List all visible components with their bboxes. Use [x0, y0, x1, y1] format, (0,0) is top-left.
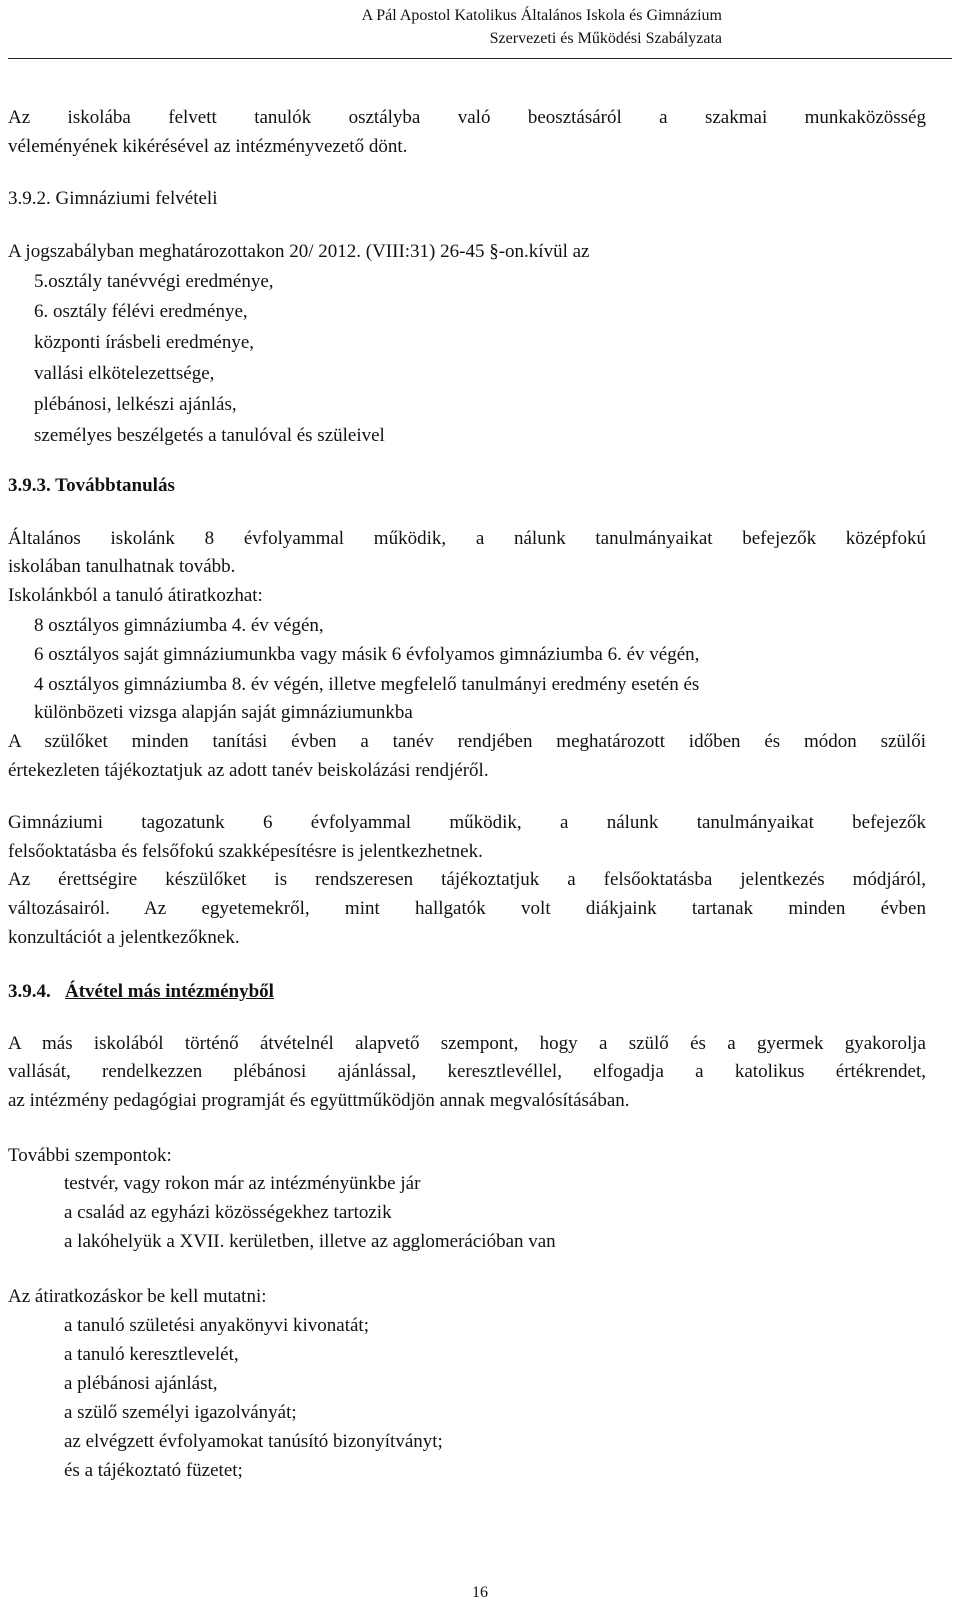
list-item: központi írásbeli eredménye,: [34, 332, 255, 353]
page-number: 16: [472, 1584, 488, 1601]
list-item: plébánosi, lelkészi ajánlás,: [34, 394, 237, 415]
list-item: a lakóhelyük a XVII. kerületben, illetve az agglomerációban van: [64, 1231, 556, 1252]
section-heading-392: 3.9.2. Gimnáziumi felvételi: [8, 188, 218, 209]
paragraph-line: értekezleten tájékoztatjuk az adott tanév beiskolázási rendjéről.: [8, 760, 489, 781]
paragraph-line: az intézmény pedagógiai programját és együttműködjön annak megvalósításában.: [8, 1090, 630, 1111]
section-heading-393: 3.9.3. Továbbtanulás: [8, 475, 175, 496]
paragraph-line: A más iskolából történő átvételnél alapvető szempont, hogy a szülő és a gyermek gyakorolja: [8, 1033, 926, 1054]
list-item: a tanuló születési anyakönyvi kivonatát;: [64, 1315, 369, 1336]
paragraph-line: A szülőket minden tanítási évben a tanév rendjében meghatározott időben és módon szülői: [8, 731, 926, 752]
header-document-title: Szervezeti és Működési Szabályzata: [489, 30, 722, 47]
list-item: vallási elkötelezettsége,: [34, 363, 215, 384]
list-item: az elvégzett évfolyamokat tanúsító bizonyítványt;: [64, 1431, 443, 1452]
paragraph-line: Az érettségire készülőket is rendszeresen tájékoztatjuk a felsőoktatásba jelentkezés módjáról,: [8, 869, 926, 890]
list-item: és a tájékoztató füzetet;: [64, 1460, 243, 1481]
paragraph-line: Gimnáziumi tagozatunk 6 évfolyammal működik, a nálunk tanulmányaikat befejezők: [8, 812, 926, 833]
list-item: a szülő személyi igazolványát;: [64, 1402, 297, 1423]
list-item: 8 osztályos gimnáziumba 4. év végén,: [34, 615, 324, 636]
paragraph-line: Iskolánkból a tanuló átiratkozhat:: [8, 585, 263, 606]
intro-line: véleményének kikérésével az intézményvezető dönt.: [8, 136, 408, 157]
list-item: a tanuló keresztlevelét,: [64, 1344, 239, 1365]
list-item: 4 osztályos gimnáziumba 8. év végén, illetve megfelelő tanulmányi eredmény esetén és: [34, 674, 700, 695]
paragraph-line: Általános iskolánk 8 évfolyammal működik, a nálunk tanulmányaikat befejezők középfokú: [8, 528, 926, 549]
transfer-documents-label: Az átiratkozáskor be kell mutatni:: [8, 1286, 267, 1307]
section-title: Átvétel más intézményből: [65, 981, 274, 1002]
paragraph-line: változásairól. Az egyetemekről, mint hallgatók volt diákjaink tartanak minden évben: [8, 898, 926, 919]
paragraph-line: felsőoktatásba és felsőfokú szakképesítésre is jelentkezhetnek.: [8, 841, 483, 862]
paragraph-line: vallását, rendelkezzen plébánosi ajánlással, keresztlevéllel, elfogadja a katolikus értékrendet,: [8, 1061, 926, 1082]
list-item: 5.osztály tanévvégi eredménye,: [34, 271, 274, 292]
further-criteria-label: További szempontok:: [8, 1145, 172, 1166]
paragraph-line: A jogszabályban meghatározottakon 20/ 2012. (VIII:31) 26-45 §-on.kívül az: [8, 241, 590, 262]
header-school-name: A Pál Apostol Katolikus Általános Iskola és Gimnázium: [361, 7, 722, 24]
section-heading-394: [8, 980, 274, 1004]
list-item: a család az egyházi közösségekhez tartozik: [64, 1202, 392, 1223]
list-item: személyes beszélgetés a tanulóval és szüleivel: [34, 425, 385, 446]
list-item: 6 osztályos saját gimnáziumunkba vagy másik 6 évfolyamos gimnáziumba 6. év végén,: [34, 644, 700, 665]
section-number: 3.9.4.: [8, 981, 51, 1002]
intro-line: Az iskolába felvett tanulók osztályba való beosztásáról a szakmai munkaközösség: [8, 107, 926, 128]
list-item: különbözeti vizsga alapján saját gimnáziumunkba: [34, 702, 413, 723]
paragraph-line: iskolában tanulhatnak tovább.: [8, 556, 236, 577]
header-rule: [8, 58, 952, 59]
list-item: a plébánosi ajánlást,: [64, 1373, 218, 1394]
list-item: testvér, vagy rokon már az intézményünkbe jár: [64, 1173, 421, 1194]
list-item: 6. osztály félévi eredménye,: [34, 301, 248, 322]
paragraph-line: konzultációt a jelentkezőknek.: [8, 927, 240, 948]
